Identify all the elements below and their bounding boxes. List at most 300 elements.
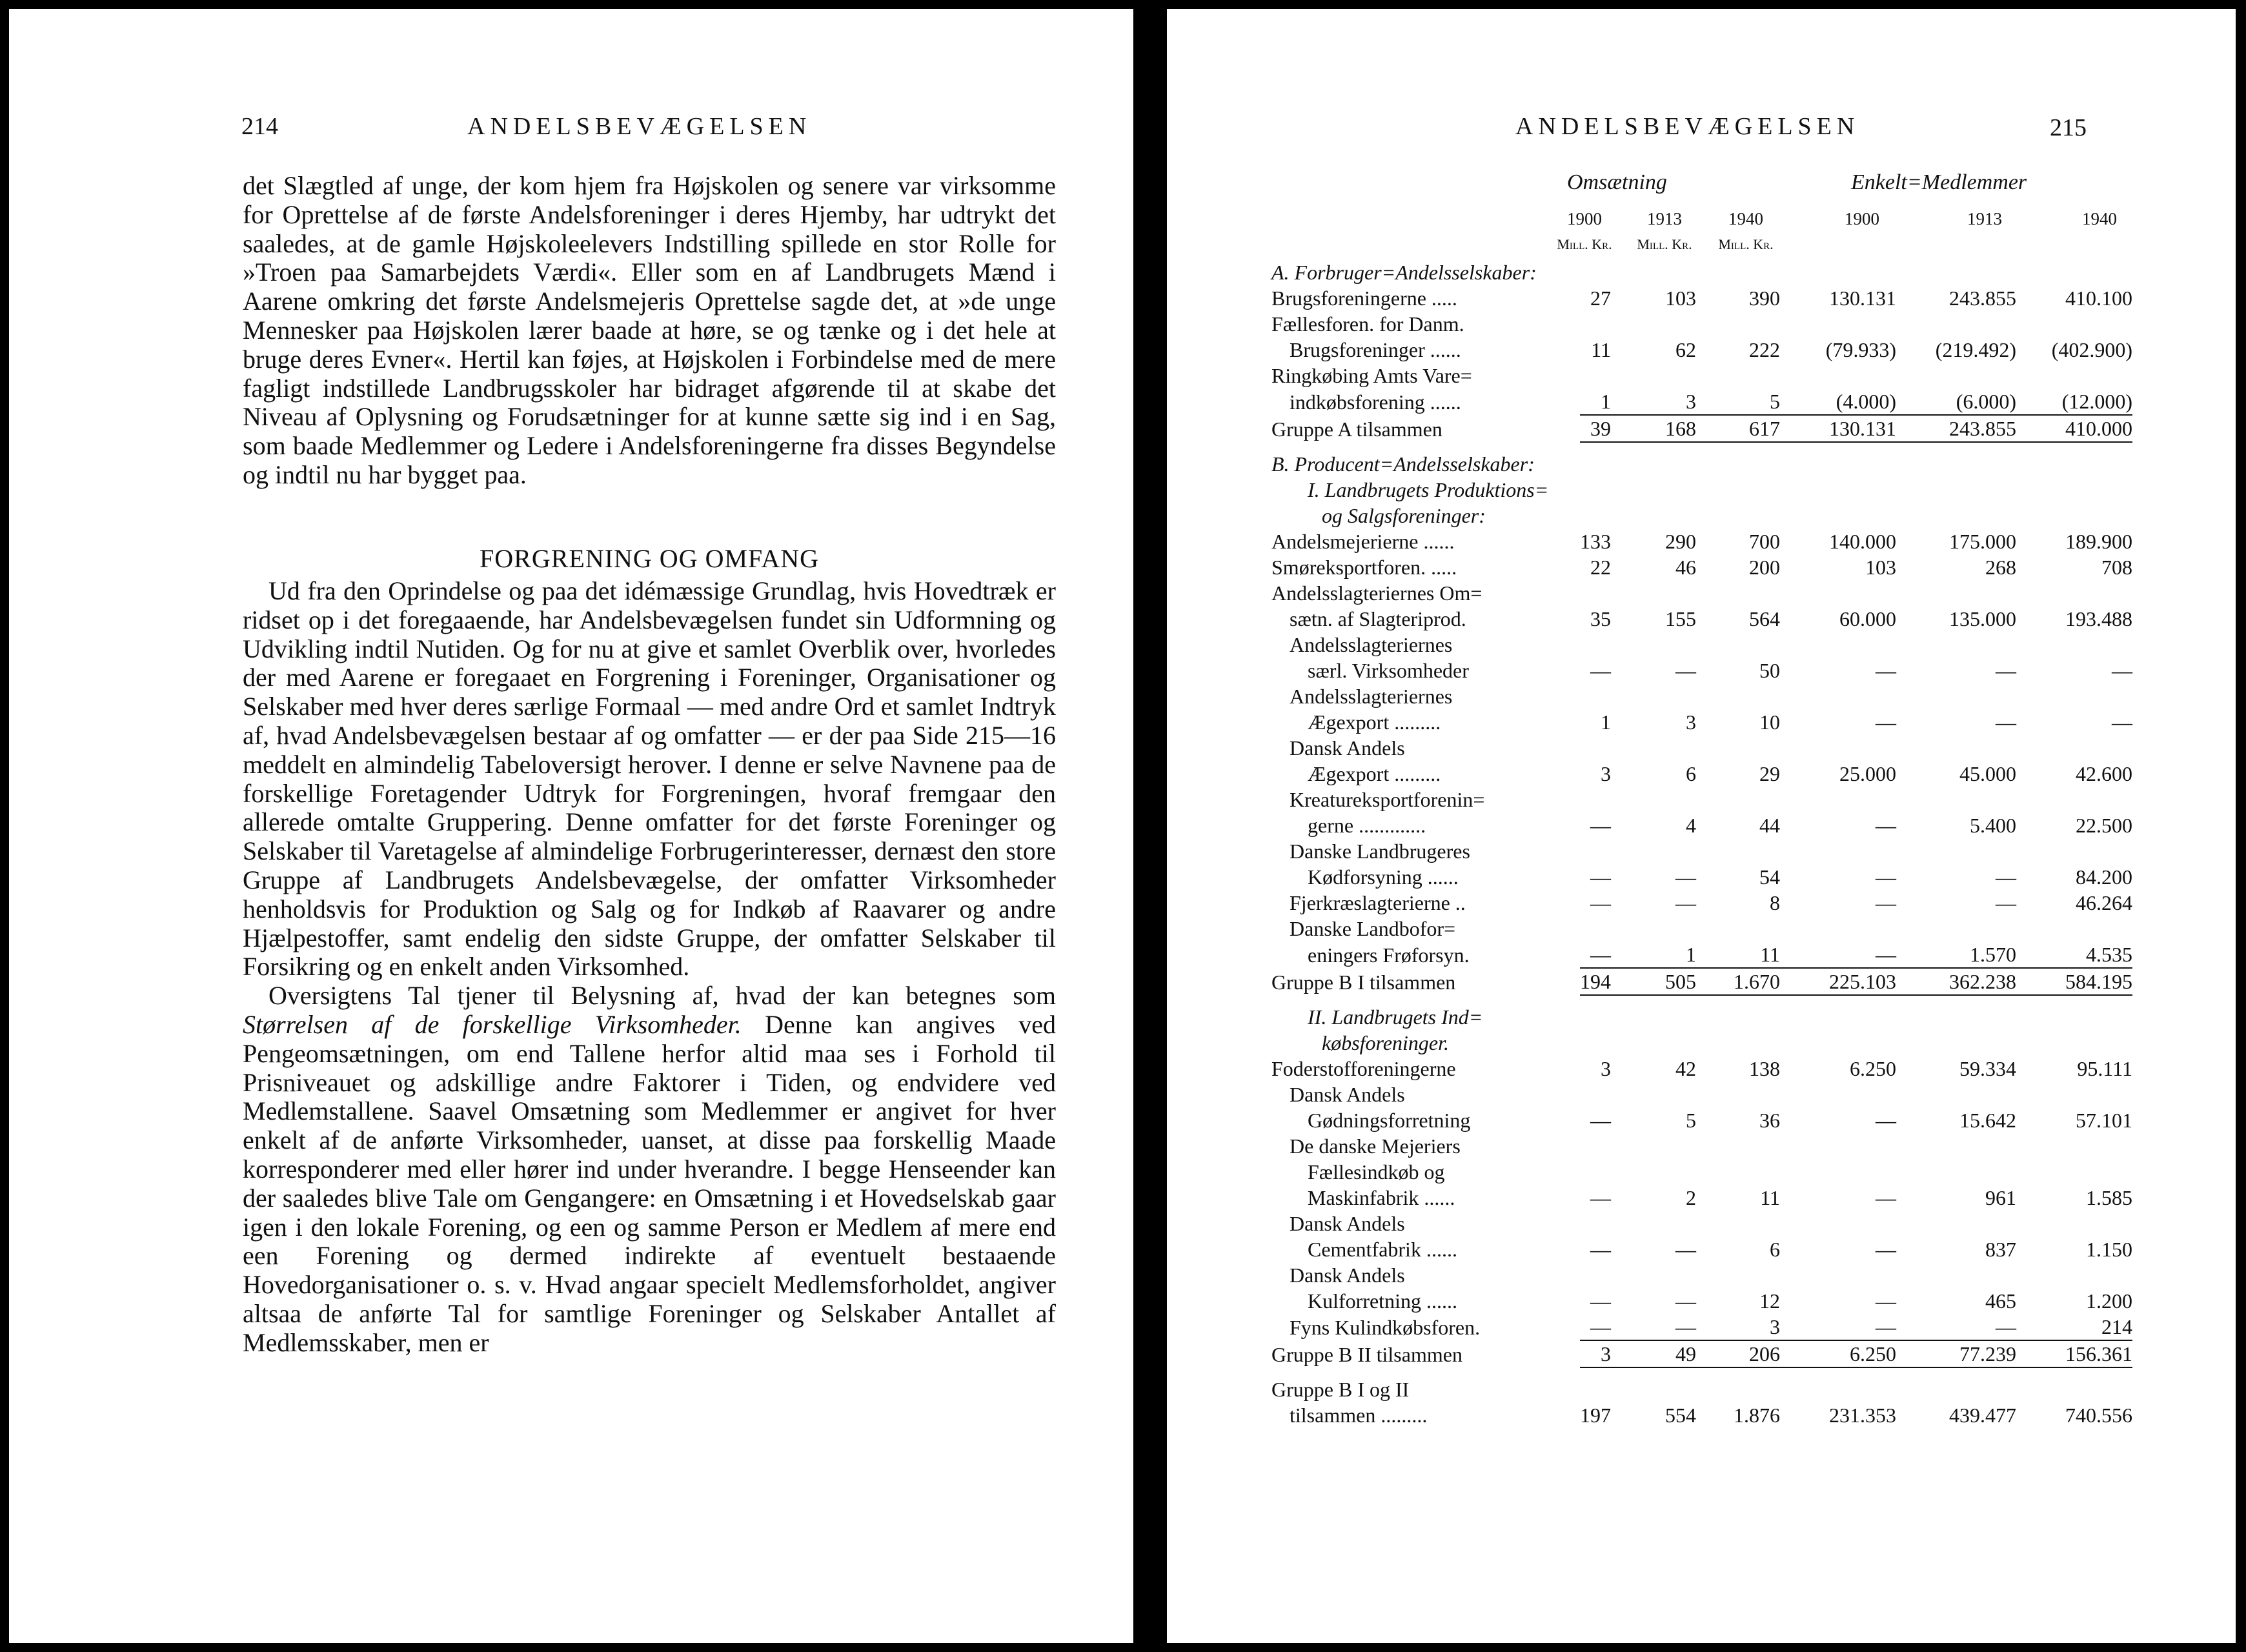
table-cell [2016,259,2132,285]
table-row [1271,311,2132,337]
table-cell: 155 [1665,607,1696,630]
table-cell: — [1876,1315,1896,1338]
table-row [1271,606,2132,632]
table-cell [1580,259,1611,285]
table-row [1271,285,2132,311]
table-row [1271,658,2132,683]
left-page [9,9,1133,1643]
table-cell [2016,1133,2132,1159]
table-cell: 95.111 [2077,1057,2132,1080]
table-cell [1896,1211,2016,1236]
table-cell: 554 [1665,1404,1696,1427]
table-cell: 103 [1865,556,1896,579]
table-cell: 1.570 [1970,943,2016,966]
table-cell [1580,916,1611,942]
table-cell: — [1996,891,2016,914]
table-row [1271,761,2132,787]
table-cell [1580,363,1611,388]
table-cell [2016,838,2132,864]
table-cell [1896,1082,2016,1107]
table-cell [1580,442,1611,477]
table-cell [1696,1030,1780,1056]
table-cell [1696,1133,1780,1159]
table-cell: 11 [1591,338,1611,361]
table-cell [1580,735,1611,761]
table-cell: 505 [1611,968,1696,995]
table-row [1271,683,2132,709]
table-cell: 57.101 [2076,1109,2132,1132]
section-heading: FORGRENING OG OMFANG [480,544,819,573]
table-cell [1780,995,1896,1030]
table-row [1271,477,2132,503]
table-cell [1611,1133,1696,1159]
table-cell: 439.477 [1949,1404,2016,1427]
row-label: Smøreksportforen. ..... [1271,556,1457,579]
table-cell: 617 [1696,415,1780,442]
row-label: Fællesforen. for Danm. [1271,312,1464,336]
table-cell [1780,1211,1896,1236]
table-cell [1780,838,1896,864]
table-cell [1896,311,2016,337]
total-row [1271,1340,2132,1367]
row-label: Dansk Andels [1290,1212,1405,1235]
table-cell: — [1876,891,1896,914]
table-cell [1696,1211,1780,1236]
table-cell: — [1996,865,2016,889]
table-cell: — [1876,943,1896,966]
table-cell: 6 [1686,762,1696,785]
table-row [1271,529,2132,554]
table-cell: 60.000 [1839,607,1896,630]
table-cell: — [1590,1315,1611,1338]
table-cell [2016,916,2132,942]
table-cell: — [1876,865,1896,889]
table-cell: — [1876,1238,1896,1261]
table-cell: 130.131 [1829,287,1896,310]
table-cell [1896,477,2016,503]
table-row [1271,864,2132,890]
table-cell [1580,311,1611,337]
column-group-header: Enkelt=Medlemmer [1851,170,2027,194]
table-cell [1780,916,1896,942]
table-cell: 22.500 [2076,814,2132,837]
row-label: Gruppe A tilsammen [1271,418,1442,441]
table-cell: 6 [1770,1238,1780,1261]
table-row [1271,259,2132,285]
table-cell [1580,1262,1611,1288]
table-cell: (402.900) [2051,338,2132,361]
table-cell: — [2112,659,2132,682]
row-label: Andelsslagteriernes [1290,633,1453,656]
table-cell: 206 [1696,1340,1780,1367]
table-cell: — [1590,1186,1611,1209]
table-cell: 140.000 [1829,530,1896,553]
table-cell [2016,363,2132,388]
table-row [1271,1107,2132,1133]
row-label: Brugsforeninger ...... [1290,338,1461,361]
table-cell: — [1590,943,1611,966]
table-cell [2016,580,2132,606]
table-row [1271,580,2132,606]
table-cell: 214 [2101,1315,2132,1338]
table-cell: (79.933) [1825,338,1896,361]
table-cell [1780,1030,1896,1056]
table-row [1271,632,2132,658]
table-cell: — [1876,1186,1896,1209]
table-cell: 1.150 [2086,1238,2132,1261]
row-label: Dansk Andels [1290,1083,1405,1106]
table-cell: — [1876,814,1896,837]
paragraph: det Slægtled af unge, der kom hjem fra Højskolen og senere var virksomme for Oprettelse af de første Andelsforeninger i deres Hjemby, har udtrykt det saaledes, at de gamle Højskoleelevers Indstilling spillede en stor Rolle for »Troen paa Samarbejdets Værdi«. Eller som en af Landbrugets Mænd i Aarene omkring det første Andelsmejeris Oprettelse sagde det, at »de unge Mennesker paa Højskolen lærer baade at høre, se og tænke og i det hele at bruge deres Evner«. Hertil kan føjes, at Højskolen i Forbindelse med de mere fagligt indstillede Landbrugsskoler har bidraget afgørende til at skabe det Niveau af Oplysning og Forudsætninger for at kunne sætte sig ind i en Sag, som baade Medlemmer og Ledere i Andelsforeningerne fra disses Begyndelse og indtil nu har bygget paa. [243,171,1056,489]
table-cell [1896,995,2016,1030]
table-cell [2016,311,2132,337]
table-cell: — [1590,865,1611,889]
row-label: tilsammen ......... [1290,1404,1428,1427]
table-row [1271,1030,2132,1056]
table-cell [1611,1211,1696,1236]
row-label: Ringkøbing Amts Vare= [1271,364,1472,387]
table-cell: 45.000 [1959,762,2016,785]
table-cell: 740.556 [2065,1404,2132,1427]
table-cell: 193.488 [2065,607,2132,630]
table-cell: — [1675,1315,1696,1338]
table-cell [1896,1262,2016,1288]
table-cell [1896,503,2016,529]
emphasis: Størrelsen af de forskellige Virksomheder. [243,1009,742,1039]
table-cell: 54 [1759,865,1780,889]
table-cell: — [1996,710,2016,734]
unit-header: Mill. Kr. [1637,236,1692,252]
table-cell: 837 [1985,1238,2016,1261]
table-cell: 222 [1749,338,1780,361]
table-cell: 410.100 [2065,287,2132,310]
table-cell [1896,259,2016,285]
table-cell: 197 [1580,1404,1611,1427]
row-label: Kødforsyning ...... [1308,865,1459,889]
table-cell [1696,916,1780,942]
table-cell: 362.238 [1896,968,2016,995]
table-cell: 15.642 [1959,1109,2016,1132]
table-row [1271,363,2132,388]
row-label: gerne ............. [1308,814,1426,837]
table-cell [1580,632,1611,658]
table-cell: 231.353 [1829,1404,1896,1427]
table-cell [2016,1030,2132,1056]
table-cell [1611,1262,1696,1288]
table-cell: 133 [1580,530,1611,553]
table-cell: 961 [1985,1186,2016,1209]
table-cell: (4.000) [1836,390,1896,413]
table-cell [1780,1367,1896,1402]
row-label: Danske Landbrugeres [1290,840,1470,863]
table-row [1271,1314,2132,1340]
table-cell [1611,1082,1696,1107]
table-cell: 700 [1749,530,1780,553]
table-cell [1696,580,1780,606]
table-cell [1611,477,1696,503]
table-cell: 5 [1686,1109,1696,1132]
table-cell [1896,1030,2016,1056]
table-row [1271,1082,2132,1107]
table-cell: 22 [1590,556,1611,579]
table-cell: 42 [1675,1057,1696,1080]
table-cell [1780,735,1896,761]
table-cell [1611,503,1696,529]
table-cell [1780,442,1896,477]
row-label: Gruppe B I og II [1271,1378,1410,1401]
row-label: Foderstofforeningerne [1271,1057,1456,1080]
row-label: Dansk Andels [1290,1264,1405,1287]
table-cell: — [1675,1289,1696,1313]
table-row [1271,1056,2132,1082]
table-cell [1780,477,1896,503]
table-cell [1611,1159,1696,1185]
row-label: Fjerkræslagterierne .. [1290,891,1466,914]
table-cell [2016,632,2132,658]
table-row [1271,995,2132,1030]
table-cell [1896,442,2016,477]
table-row [1271,838,2132,864]
table-cell [2016,787,2132,812]
table-row [1271,1288,2132,1314]
table-cell [1696,442,1780,477]
table-cell [1696,787,1780,812]
table-cell: 29 [1759,762,1780,785]
table-cell [1580,1082,1611,1107]
row-label: Gruppe B I tilsammen [1271,971,1456,994]
table-cell [2016,1159,2132,1185]
table-cell: 44 [1759,814,1780,837]
table-cell: 3 [1686,710,1696,734]
table-cell: 1.585 [2086,1186,2132,1209]
table-cell: 46.264 [2076,891,2132,914]
table-cell: — [1675,659,1696,682]
table-row [1271,1236,2132,1262]
table-cell [1896,580,2016,606]
row-label: Ægexport ......... [1308,762,1441,785]
table-cell: 5.400 [1970,814,2016,837]
table-row [1271,812,2132,838]
table-cell [1611,1367,1696,1402]
table-row [1271,1402,2132,1428]
right-page [1167,9,2236,1643]
table-cell: 1 [1686,943,1696,966]
year-header: 1913 [1967,209,2002,228]
table-cell: 200 [1749,556,1780,579]
row-label: A. Forbruger=Andelsselskaber: [1271,261,1537,284]
table-cell [1696,1367,1780,1402]
table-cell: 390 [1749,287,1780,310]
table-cell [1780,311,1896,337]
table-cell: 175.000 [1949,530,2016,553]
table-cell [1896,1159,2016,1185]
total-row [1271,415,2132,442]
table-cell: — [1675,1238,1696,1261]
table-cell: 3 [1580,1340,1611,1367]
table-cell [1780,503,1896,529]
row-label: Cementfabrik ...... [1308,1238,1457,1261]
table-cell: 36 [1759,1109,1780,1132]
table-row [1271,735,2132,761]
table-cell: (6.000) [1956,390,2016,413]
table-cell [1580,1159,1611,1185]
table-cell: — [1675,865,1696,889]
row-label: købsforeninger. [1322,1031,1450,1054]
table-cell [1696,1262,1780,1288]
table-cell: 243.855 [1896,415,2016,442]
table-cell [1896,916,2016,942]
table-cell: 130.131 [1780,415,1896,442]
table-cell: 268 [1985,556,2016,579]
table-cell [1580,1030,1611,1056]
row-label: Dansk Andels [1290,736,1405,760]
table-cell [2016,503,2132,529]
table-cell: 1.200 [2086,1289,2132,1313]
table-row [1271,787,2132,812]
table-cell: 708 [2101,556,2132,579]
table-cell: 194 [1580,968,1611,995]
table-cell: 584.195 [2016,968,2132,995]
row-label: Kulforretning ...... [1308,1289,1457,1313]
table-cell: 138 [1749,1057,1780,1080]
table-cell [1696,995,1780,1030]
table-row [1271,442,2132,477]
table-cell [1696,683,1780,709]
table-cell [1780,580,1896,606]
table-cell [1696,735,1780,761]
total-row [1271,968,2132,995]
table-cell [1896,787,2016,812]
row-label: B. Producent=Andelsselskaber: [1271,452,1535,476]
table-cell [1696,838,1780,864]
body-text [243,172,1056,490]
year-header: 1940 [1728,209,1763,228]
table-cell: — [1996,659,2016,682]
table-cell [1611,683,1696,709]
table-cell: 1 [1601,390,1611,413]
table-cell: 290 [1665,530,1696,553]
table-cell [2016,683,2132,709]
table-cell [1780,1159,1896,1185]
table-cell [2016,477,2132,503]
table-cell [1611,580,1696,606]
table-cell [1611,838,1696,864]
table-cell: 46 [1675,556,1696,579]
table-cell [1896,1367,2016,1402]
table-cell [1780,787,1896,812]
table-cell: 11 [1760,943,1780,966]
table-cell: 189.900 [2065,530,2132,553]
table-cell [1611,311,1696,337]
table-cell: 3 [1601,762,1611,785]
table-cell: — [1590,1238,1611,1261]
table-cell: — [1590,891,1611,914]
table-cell [1580,1211,1611,1236]
row-label: De danske Mejeriers [1290,1134,1461,1158]
unit-header: Mill. Kr. [1718,236,1774,252]
table-cell [2016,735,2132,761]
table-cell: 410.000 [2016,415,2132,442]
paragraph [243,982,1056,1357]
table-row [1271,1262,2132,1288]
table-cell [1780,259,1896,285]
row-label: I. Landbrugets Produktions= [1308,478,1549,501]
row-label: Gruppe B II tilsammen [1271,1343,1462,1366]
table-cell [2016,442,2132,477]
table-cell [1611,916,1696,942]
table-cell [1696,363,1780,388]
table-cell [1896,683,2016,709]
table-cell: 50 [1759,659,1780,682]
table-cell [1580,580,1611,606]
running-head: ANDELSBEVÆGELSEN [1515,113,1860,140]
table-cell: 135.000 [1949,607,2016,630]
table-cell: 1.876 [1734,1404,1780,1427]
table-cell [1580,1367,1611,1402]
table-cell [2016,1367,2132,1402]
row-label: Maskinfabrik ...... [1308,1186,1455,1209]
table-cell: 225.103 [1780,968,1896,995]
table-cell [2016,1262,2132,1288]
table-cell: 84.200 [2076,865,2132,889]
table-cell: — [2112,710,2132,734]
table-cell [1580,1133,1611,1159]
table-cell [1611,259,1696,285]
table-row [1271,1185,2132,1211]
table-cell [1780,632,1896,658]
table-cell: 49 [1611,1340,1696,1367]
table-cell: — [1876,1109,1896,1132]
table-cell: — [1996,1315,2016,1338]
table-row [1271,942,2132,968]
table-cell: — [1590,814,1611,837]
row-label: Andelsslagteriernes [1290,685,1453,708]
table-cell: 3 [1601,1057,1611,1080]
table-row [1271,337,2132,363]
table-cell [1696,503,1780,529]
year-header: 1900 [1845,209,1879,228]
table-row [1271,1211,2132,1236]
table-cell [1780,1082,1896,1107]
row-label: Ægexport ......... [1308,710,1441,734]
table-cell [1696,259,1780,285]
running-head: ANDELSBEVÆGELSEN [467,113,812,140]
table-cell: — [1590,1109,1611,1132]
table-cell: 156.361 [2016,1340,2132,1367]
table-cell [1611,787,1696,812]
table-cell [1580,477,1611,503]
table-cell: 27 [1590,287,1611,310]
table-cell [1896,363,2016,388]
table-cell: 1 [1601,710,1611,734]
page-number: 214 [241,113,278,140]
table-cell: — [1876,1289,1896,1313]
table-cell: 3 [1686,390,1696,413]
table-cell: 10 [1759,710,1780,734]
table-cell [1696,311,1780,337]
table-cell: (219.492) [1935,338,2016,361]
table-cell [2016,1082,2132,1107]
table-cell [1780,363,1896,388]
row-label: Fyns Kulindkøbsforen. [1290,1316,1481,1339]
table-cell [1611,363,1696,388]
table-cell [1580,838,1611,864]
table-cell: 465 [1985,1289,2016,1313]
table-cell [1611,442,1696,477]
text-run: Denne kan angives ved Pengeomsætningen, om end Tallene herfor altid maa ses i Forhold til Prisniveauet og adskillige andre Faktorer i Tiden, og endvidere ved Medlemstallene. Saavel Omsætning som Medlemmer er angivet for hver enkelt af de anførte Virksomheder, uanset, at disse paa forskellig Maade korresponderer med eller hører ind under hverandre. I begge Henseender kan der saaledes blive Tale om Gengangere: en Omsætning i et Hovedselskab gaar igen i den lokale Forening, og een og samme Person er Medlem af mere end een Forening og dermed indirekte af eventuelt bestaaende Hovedorganisationer o. s. v. Hvad angaar specielt Medlemsforholdet, angiver altsaa de anførte Tal for samtlige Foreninger og Selskaber Antallet af Medlemsskaber, men er [243,1009,1056,1357]
table-cell: 8 [1770,891,1780,914]
table-cell: 1.670 [1696,968,1780,995]
